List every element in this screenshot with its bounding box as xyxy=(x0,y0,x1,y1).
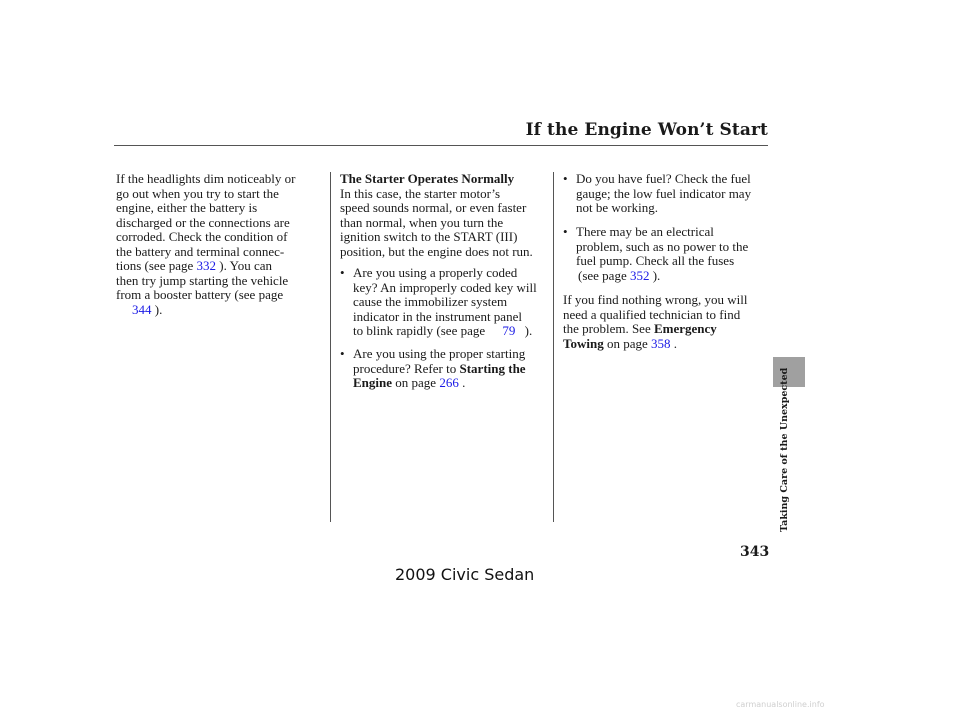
page-link-266[interactable]: 266 xyxy=(439,375,459,390)
text-line: go out when you try to start the xyxy=(116,185,279,201)
text-line: corroded. Check the condition of xyxy=(116,229,288,244)
page-link-352[interactable]: 352 xyxy=(629,267,650,283)
text-line: ignition switch to the START (III) xyxy=(340,229,518,244)
bullet-icon: • xyxy=(563,171,568,186)
text-line: the problem. See Emergency xyxy=(563,321,717,336)
section-heading: The Starter Operates Normally xyxy=(340,171,515,186)
bullet-coded-key: • Are you using a properly coded key? An improperly coded key will cause the immobilizer system indicator in the instrument panel to blink rapidly (see page 79 ). xyxy=(340,265,537,338)
bullet-icon: • xyxy=(340,346,345,361)
text-line: 344 ). xyxy=(132,301,163,317)
bullet-fuel: • Do you have fuel? Check the fuel gauge; the low fuel indicator may not be working. xyxy=(563,171,752,215)
paragraph-technician xyxy=(563,293,748,351)
header-divider xyxy=(114,145,768,146)
text-line: from a booster battery (see page xyxy=(116,287,284,302)
text-line: then try jump starting the vehicle xyxy=(116,272,289,288)
page-title: If the Engine Won’t Start xyxy=(525,120,768,140)
text-line: tions (see page 332 ). You can xyxy=(116,258,272,273)
text-line: discharged or the connections are xyxy=(116,214,290,230)
text-line: If the headlights dim noticeably or xyxy=(116,171,296,186)
text-line: the battery and terminal connec- xyxy=(116,243,285,259)
column-divider-left xyxy=(330,172,331,522)
xref-starting-the-engine: Starting the xyxy=(459,360,526,376)
page-link-79[interactable]: 79 xyxy=(502,323,516,338)
text-line: Towing on page 358 . xyxy=(563,335,678,351)
page-number: 343 xyxy=(740,544,770,560)
column-battery xyxy=(116,172,295,317)
text-line: engine, either the battery is xyxy=(116,200,258,215)
page-link-332[interactable]: 332 xyxy=(196,258,217,273)
xref-emergency-towing: Emergency xyxy=(653,321,717,336)
bullet-starting-procedure: • Are you using the proper starting procedure? Refer to Starting the Engine on page 266 . xyxy=(340,346,526,390)
page-link-344[interactable]: 344 xyxy=(132,301,152,317)
text-line: In this case, the starter motor’s xyxy=(340,185,501,201)
section-tab-label: Taking Care of the Unexpected xyxy=(779,367,790,532)
text-line: than normal, when you turn the xyxy=(340,214,504,230)
text-line: position, but the engine does not run. xyxy=(340,243,533,259)
footer-model: 2009 Civic Sedan xyxy=(395,565,535,584)
bullet-icon: • xyxy=(563,224,568,239)
bullet-icon: • xyxy=(340,265,345,280)
bullet-electrical: • There may be an electrical problem, such as no power to the fuel pump. Check all the fuses (see page 352 ). xyxy=(563,224,749,283)
column-divider-right xyxy=(553,172,554,522)
text-line: speed sounds normal, or even faster xyxy=(340,200,527,215)
text-line: need a qualified technician to find xyxy=(563,306,741,322)
text-line: If you find nothing wrong, you will xyxy=(563,292,748,307)
watermark: carmanualsonline.info xyxy=(736,700,825,709)
column-starter-normal xyxy=(340,172,533,259)
page-link-358[interactable]: 358 xyxy=(651,335,671,351)
